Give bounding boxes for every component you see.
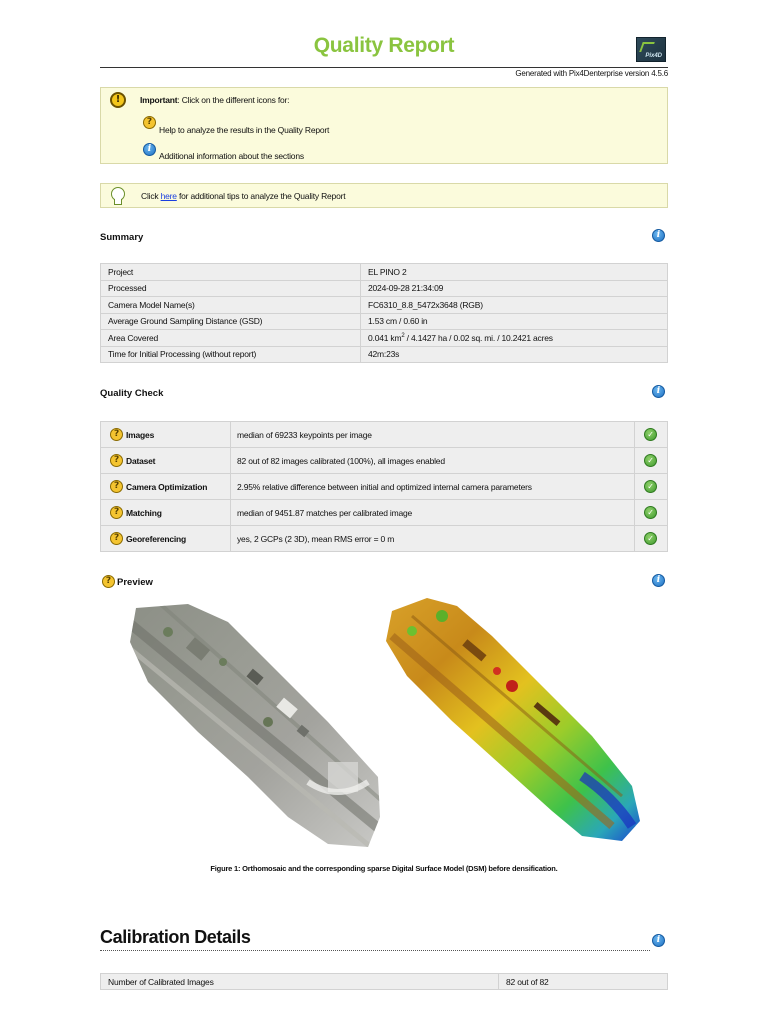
summary-key: Time for Initial Processing (without report)	[101, 346, 361, 363]
important-message: : Click on the different icons for:	[177, 95, 290, 105]
calibration-divider	[100, 950, 650, 951]
quality-check-info-icon[interactable]: i	[652, 385, 665, 398]
summary-value: 2024-09-28 21:34:09	[361, 280, 668, 297]
warning-icon: !	[110, 92, 126, 108]
summary-value: 1.53 cm / 0.60 in	[361, 313, 668, 330]
summary-value-area	[361, 330, 668, 347]
calibration-key: Number of Calibrated Images	[101, 974, 499, 990]
help-description: Help to analyze the results in the Quality Report	[159, 125, 330, 135]
calibration-table	[100, 973, 668, 990]
summary-title: Summary	[100, 232, 144, 243]
qc-value: 82 out of 82 images calibrated (100%), all images enabled	[231, 448, 635, 474]
check-icon: ✓	[644, 480, 657, 493]
table-row	[101, 526, 668, 552]
calibration-value: 82 out of 82	[499, 974, 668, 990]
qc-status-cell	[635, 500, 668, 526]
quality-check-title: Quality Check	[100, 388, 164, 399]
report-title: Quality Report	[313, 34, 455, 57]
qc-status-cell	[635, 448, 668, 474]
tips-box	[100, 183, 668, 208]
summary-value: FC6310_8.8_5472x3648 (RGB)	[361, 297, 668, 314]
help-icon[interactable]: ?	[143, 116, 156, 129]
summary-key: Average Ground Sampling Distance (GSD)	[101, 313, 361, 330]
check-icon: ✓	[644, 506, 657, 519]
generated-by: Generated with Pix4Denterprise version 4.5.6	[515, 69, 668, 78]
preview-help-icon[interactable]: ?	[102, 575, 115, 588]
table-row	[101, 280, 668, 297]
table-row	[101, 297, 668, 314]
qc-name-cell	[101, 500, 231, 526]
qc-name-cell	[101, 422, 231, 448]
info-icon[interactable]: i	[143, 143, 156, 156]
important-text	[140, 95, 289, 105]
quality-check-table	[100, 421, 668, 552]
qc-name: Camera Optimization	[126, 481, 208, 492]
summary-key: Camera Model Name(s)	[101, 297, 361, 314]
lightbulb-icon	[111, 187, 123, 205]
help-icon[interactable]: ?	[110, 532, 123, 545]
orthomosaic-image	[128, 602, 383, 848]
area-value-exponent: 2	[401, 332, 405, 339]
qc-name: Matching	[126, 507, 162, 518]
preview-title: Preview	[117, 577, 153, 588]
area-value-main: 0.041 km	[368, 332, 402, 343]
help-icon[interactable]: ?	[110, 480, 123, 493]
figure-caption: Figure 1: Orthomosaic and the corresponding sparse Digital Surface Model (DSM) before densification.	[210, 864, 558, 873]
qc-name-cell	[101, 526, 231, 552]
info-description: Additional information about the sections	[159, 151, 304, 161]
tips-here-link[interactable]: here	[160, 191, 177, 201]
dsm-image	[382, 596, 642, 842]
preview-images	[100, 596, 668, 846]
preview-info-icon[interactable]: i	[652, 574, 665, 587]
table-row	[101, 448, 668, 474]
qc-status-cell	[635, 474, 668, 500]
summary-value: EL PINO 2	[361, 264, 668, 281]
check-icon: ✓	[644, 428, 657, 441]
table-row	[101, 422, 668, 448]
help-icon[interactable]: ?	[110, 454, 123, 467]
qc-status-cell	[635, 422, 668, 448]
qc-name: Georeferencing	[126, 533, 187, 544]
logo-text: Pix4D	[645, 53, 662, 59]
tips-suffix: for additional tips to analyze the Quality Report	[176, 191, 346, 201]
summary-info-icon[interactable]: i	[652, 229, 665, 242]
qc-name-cell	[101, 474, 231, 500]
summary-table	[100, 263, 668, 363]
qc-name-cell	[101, 448, 231, 474]
qc-name: Images	[126, 429, 155, 440]
help-icon[interactable]: ?	[110, 506, 123, 519]
help-icon[interactable]: ?	[110, 428, 123, 441]
pix4d-logo	[636, 37, 666, 62]
check-icon: ✓	[644, 454, 657, 467]
summary-value: 42m:23s	[361, 346, 668, 363]
qc-value: yes, 2 GCPs (2 3D), mean RMS error = 0 m	[231, 526, 635, 552]
calibration-title: Calibration Details	[100, 927, 251, 947]
table-row	[101, 974, 668, 990]
important-label: Important	[140, 95, 178, 105]
header-rule	[100, 67, 668, 68]
important-box	[100, 87, 668, 164]
qc-value: median of 69233 keypoints per image	[231, 422, 635, 448]
area-value-rest: / 4.1427 ha / 0.02 sq. mi. / 10.2421 acres	[404, 332, 553, 343]
table-row	[101, 474, 668, 500]
qc-status-cell	[635, 526, 668, 552]
table-row	[101, 500, 668, 526]
table-row	[101, 264, 668, 281]
qc-name: Dataset	[126, 455, 156, 466]
table-row	[101, 313, 668, 330]
summary-key: Area Covered	[101, 330, 361, 347]
table-row	[101, 330, 668, 347]
check-icon: ✓	[644, 532, 657, 545]
table-row	[101, 346, 668, 363]
summary-key: Processed	[101, 280, 361, 297]
tips-prefix: Click	[141, 191, 161, 201]
calibration-info-icon[interactable]: i	[652, 934, 665, 947]
qc-value: 2.95% relative difference between initial and optimized internal camera parameters	[231, 474, 635, 500]
tips-text	[141, 191, 345, 201]
summary-key: Project	[101, 264, 361, 281]
qc-value: median of 9451.87 matches per calibrated image	[231, 500, 635, 526]
